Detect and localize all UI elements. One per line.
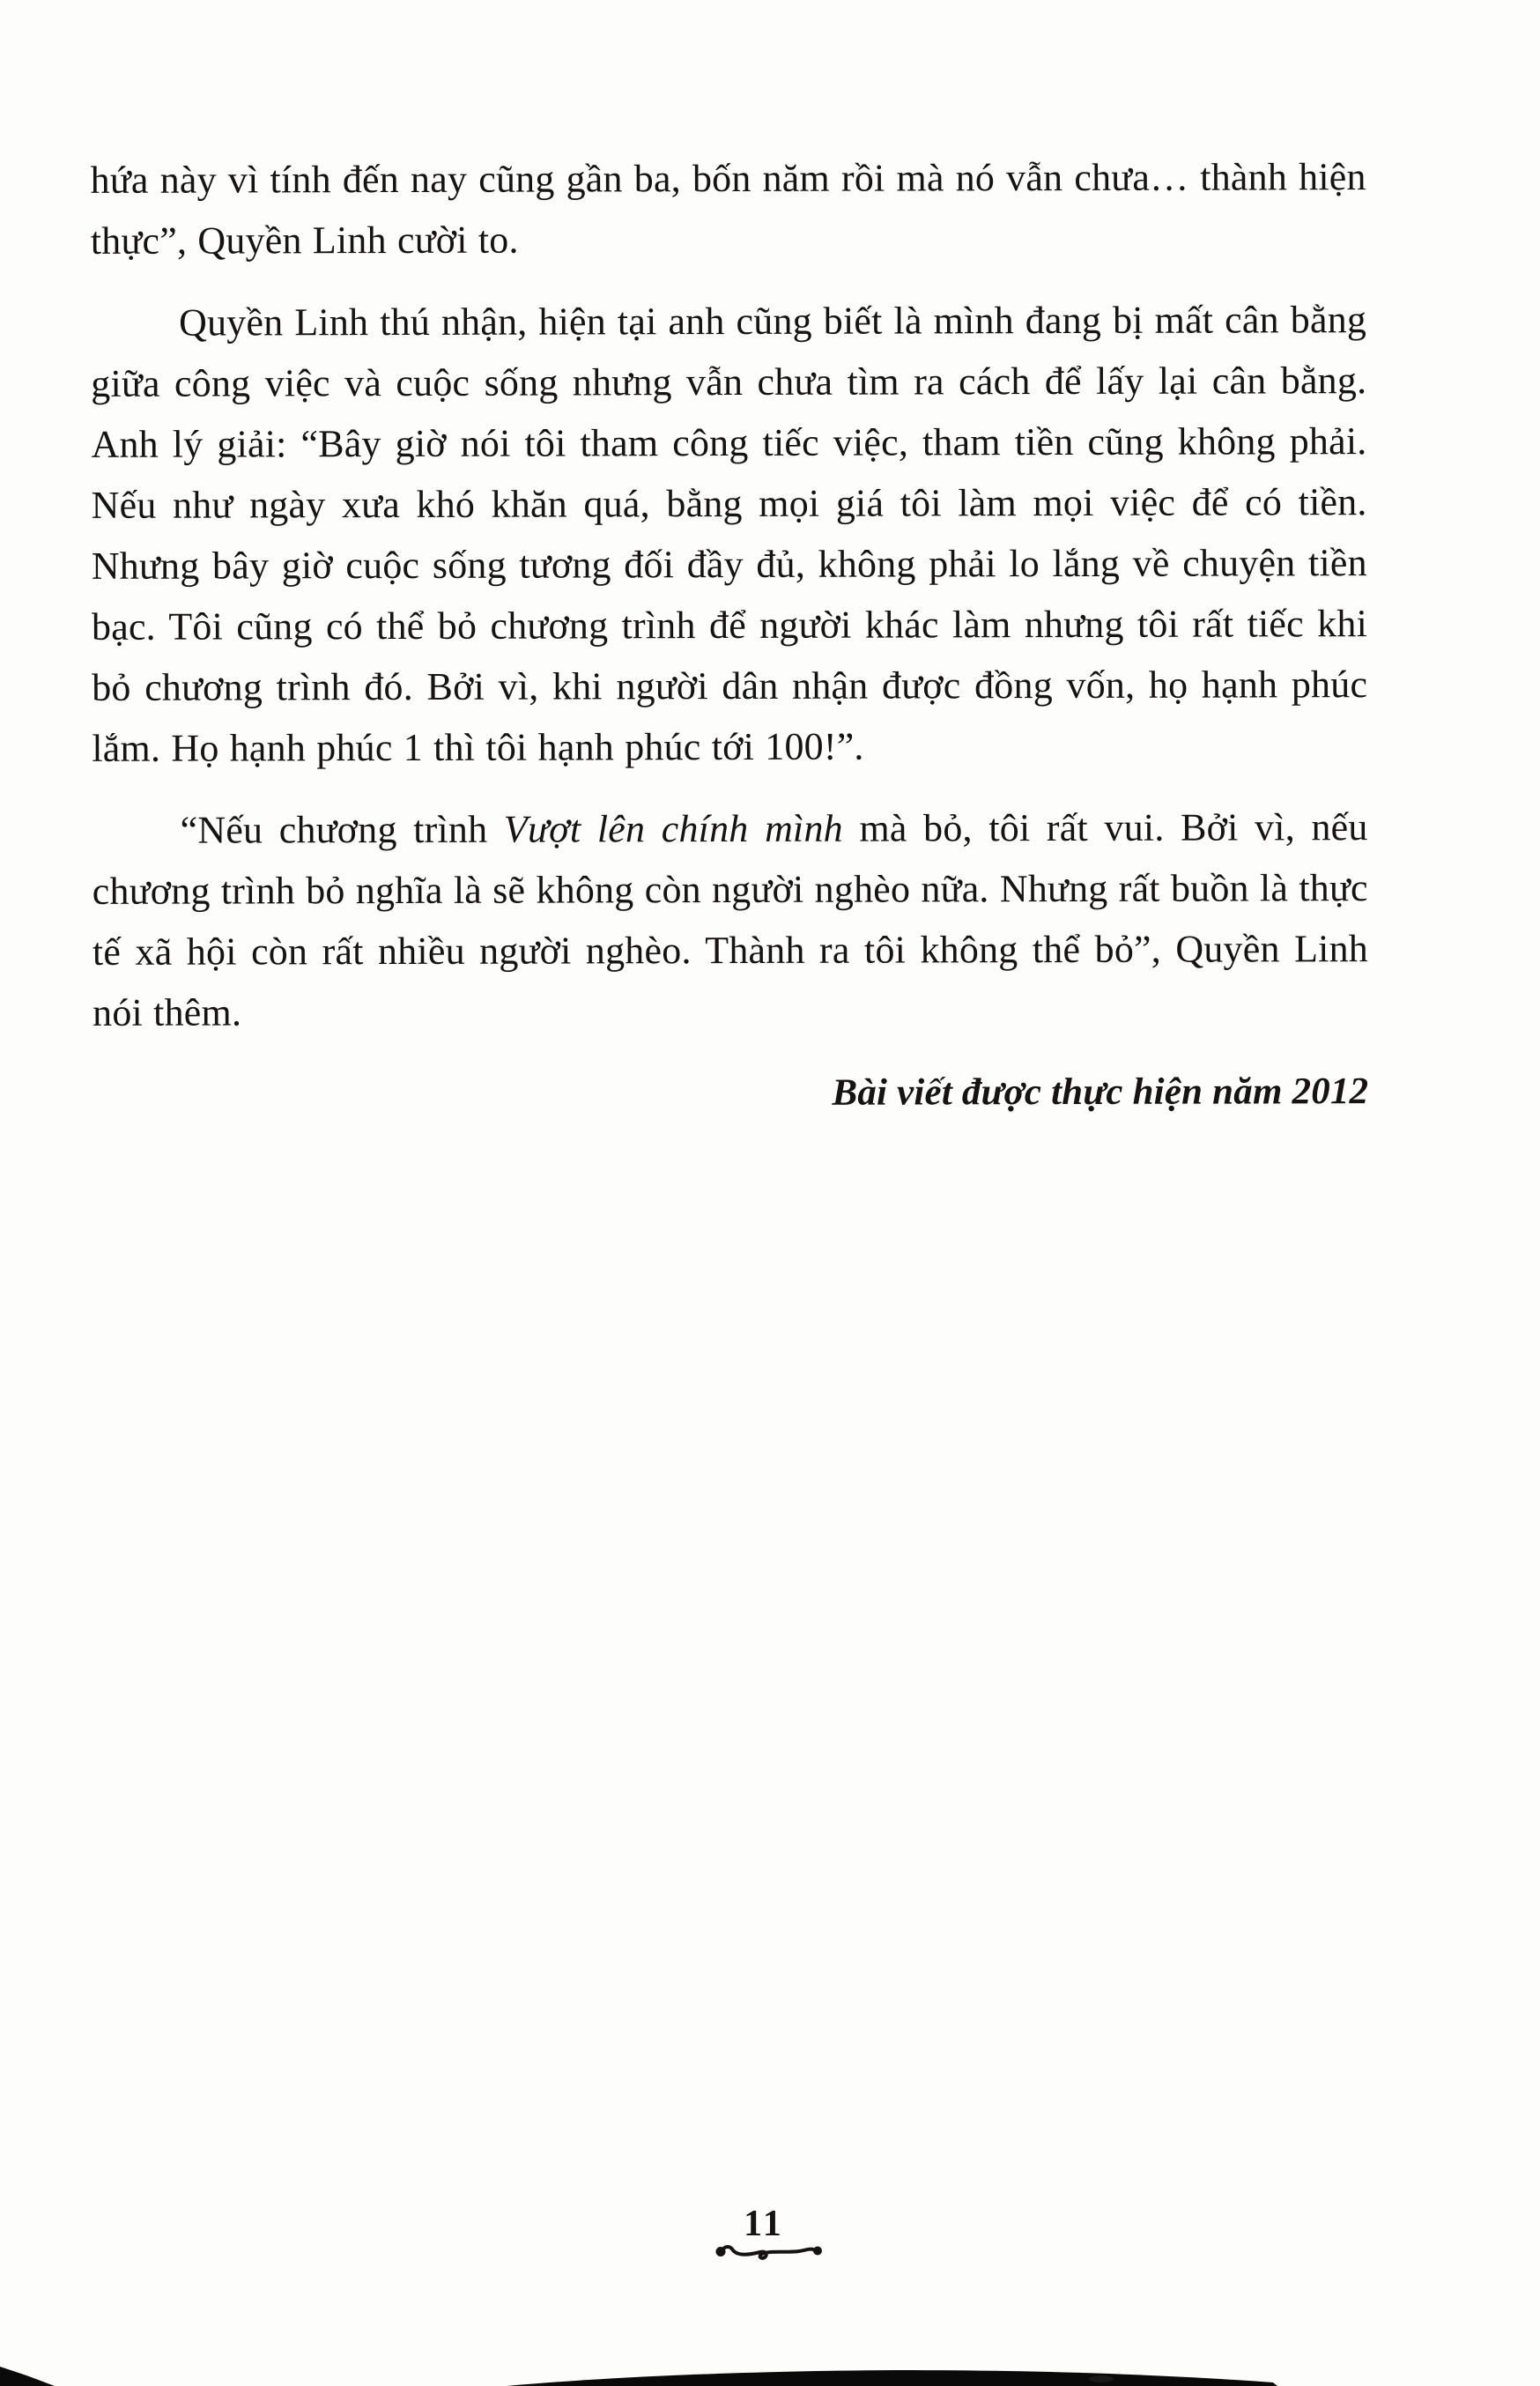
- program-title-italic: Vượt lên chính mình: [503, 806, 843, 851]
- paragraph-continuation: hứa này vì tính đến nay cũng gần ba, bốn năm rồi mà nó vẫn chưa… thành hiện thực”, Quyền Linh cười to.: [90, 155, 1366, 263]
- quote-text-pre: “Nếu chương trình: [180, 807, 504, 852]
- page-number: 11: [744, 2204, 784, 2244]
- quote-text-post: mà bỏ, tôi rất vui. Bởi vì, nếu chương trình bỏ nghĩa là sẽ không còn người nghèo nữa. Nhưng rất buồn là thực tế xã hội còn rất nhiều người nghèo. Thành ra tôi không thể bỏ”, Quyền Linh nói thêm.: [92, 805, 1368, 1034]
- byline: Bài viết được thực hiện năm 2012: [832, 1071, 1369, 1114]
- paragraph-confession: Quyền Linh thú nhận, hiện tại anh cũng biết là mình đang bị mất cân bằng giữa công việc và cuộc sống nhưng vẫn chưa tìm ra cách để lấy lại cân bằng. Anh lý giải: “Bây giờ nói tôi tham công tiếc việc, tham tiền cũng không phải. Nếu như ngày xưa khó khăn quá, bằng mọi giá tôi làm mọi việc để có tiền. Nhưng bây giờ cuộc sống tương đối đầy đủ, không phải lo lắng về chuyện tiền bạc. Tôi cũng có thể bỏ chương trình để người khác làm nhưng tôi rất tiếc khi bỏ chương trình đó. Bởi vì, khi người dân nhận được đồng vốn, họ hạnh phúc lắm. Họ hạnh phúc 1 thì tôi hạnh phúc tới 100!”.: [91, 298, 1368, 770]
